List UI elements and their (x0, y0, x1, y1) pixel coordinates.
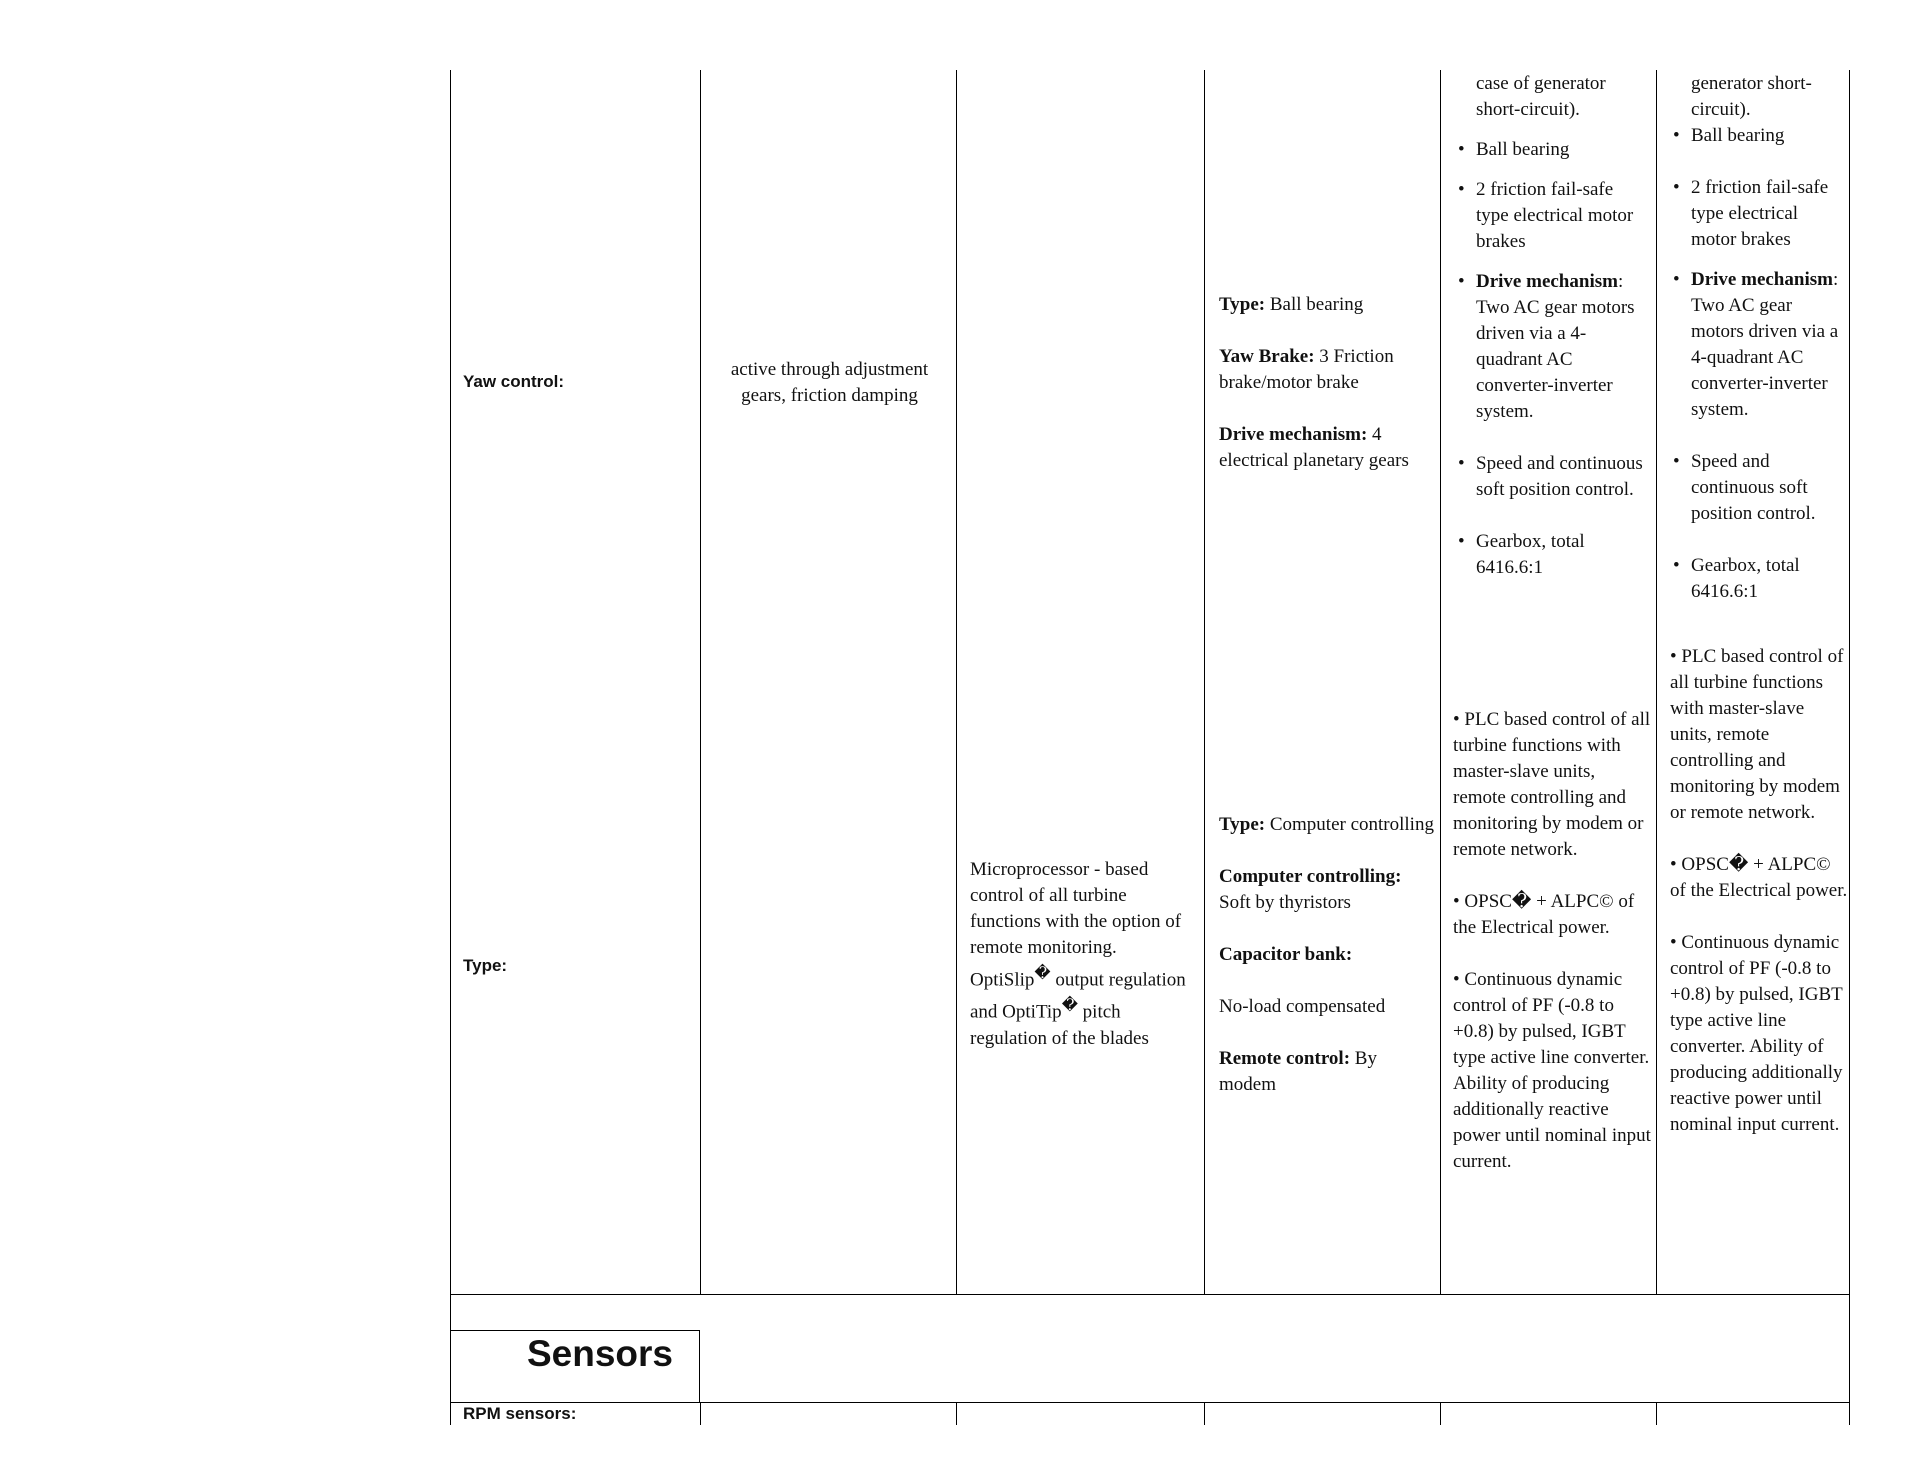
type-col3-mark-1: � (1034, 965, 1051, 982)
yaw-col5-bullet-gearbox: • Gearbox, total 6416.6:1 (1456, 529, 1646, 581)
yaw-type-value: Ball bearing (1269, 294, 1364, 315)
column-divider-1 (700, 70, 701, 1295)
yaw-col6-bullet-drive (1671, 267, 1847, 423)
column-divider-4 (1440, 70, 1441, 1295)
column-divider-2 (956, 70, 957, 1295)
column-stub-3 (1204, 1402, 1205, 1425)
yaw-col6-bullet-brakes: • 2 friction fail-safe type electrical motor brakes (1671, 175, 1847, 253)
type-col5-cell (1453, 707, 1651, 1175)
column-stub-5 (1656, 1402, 1657, 1425)
yaw-col5-bullet-brakes: • 2 friction fail-safe type electrical motor brakes (1456, 177, 1646, 255)
type-col6-para-plc: • PLC based control of all turbine functions with master-slave units, remote controlling and monitoring by modem or remote network. (1670, 646, 1844, 823)
yaw-col6-cell (1671, 71, 1847, 605)
type-col3-text-1: Microprocessor - based control of all turbine functions with the option of remote monitoring. OptiSlip (970, 859, 1182, 991)
yaw-col2-cell (712, 357, 947, 409)
yaw-drive-value: 4 electrical planetary gears (1219, 424, 1409, 471)
yaw-col4-cell (1219, 292, 1437, 474)
table-border-left (450, 70, 451, 1425)
yaw-col5-drive-label: Drive mechanism (1476, 271, 1618, 292)
type-type-label: Type: (1219, 814, 1266, 835)
yaw-drive-label: Drive mechanism: (1219, 424, 1368, 445)
yaw-col6-drive-label: Drive mechanism (1691, 269, 1833, 290)
type-noload-text: No-load compensated (1219, 996, 1386, 1017)
type-cc-value: Soft by thyristors (1219, 892, 1351, 913)
type-type-value: Computer controlling (1269, 814, 1434, 835)
yaw-col6-bullet-speed: • Speed and continuous soft position control. (1671, 449, 1847, 527)
yaw-col5-bullet-drive (1456, 269, 1646, 425)
yaw-col5-top-text: case of generator short-circuit). (1476, 73, 1606, 120)
column-stub-2 (956, 1402, 957, 1425)
type-col3-mark-2: � (1061, 997, 1078, 1015)
yaw-col6-drive-value: : Two AC gear motors driven via a 4-quadrant AC converter-inverter system. (1691, 269, 1839, 420)
yaw-col6-top-text: generator short-circuit). (1691, 73, 1812, 120)
type-col3-cell (970, 857, 1192, 1052)
type-col3-text-3: pitch regulation of the blades (970, 1001, 1149, 1049)
type-col6-para-opsc: • OPSC� + ALPC© of the Electrical power. (1670, 854, 1848, 901)
type-col5-para-opsc: • OPSC� + ALPC© of the Electrical power. (1453, 891, 1635, 938)
type-col5-para-plc: • PLC based control of all turbine functions with master-slave units, remote controlling and monitoring by modem or remote network. (1453, 709, 1651, 860)
yaw-col5-bullet-speed: • Speed and continuous soft position control. (1456, 451, 1646, 503)
type-cc-label: Computer controlling: (1219, 866, 1402, 887)
yaw-col5-cell (1456, 71, 1646, 581)
type-col4-cell (1219, 812, 1437, 1098)
column-divider-3 (1204, 70, 1205, 1295)
yaw-col5-drive-value: : Two AC gear motors driven via a 4-quadrant AC converter-inverter system. (1476, 271, 1635, 422)
sensors-section-box (450, 1330, 700, 1402)
type-capacitor-label: Capacitor bank: (1219, 944, 1353, 965)
row-label-yaw-control: Yaw control: (463, 372, 565, 391)
column-divider-5 (1656, 70, 1657, 1295)
type-col3-text-2: output regulation and OptiTip (970, 969, 1186, 1023)
sensors-section-title: Sensors (526, 1333, 673, 1374)
type-col6-cell (1670, 644, 1848, 1138)
type-remote-value: By modem (1219, 1048, 1377, 1095)
column-stub-4 (1440, 1402, 1441, 1425)
yaw-col6-bullet-gearbox: • Gearbox, total 6416.6:1 (1671, 553, 1847, 605)
type-remote-label: Remote control: (1219, 1048, 1351, 1069)
yaw-col2-text: active through adjustment gears, friction damping (730, 359, 929, 406)
type-col5-para-pf: • Continuous dynamic control of PF (-0.8 to +0.8) by pulsed, IGBT type active line converter. Ability of producing additionally reactive power until nominal input current. (1453, 969, 1651, 1172)
yaw-col6-bullet-ball-bearing: • Ball bearing (1671, 123, 1847, 149)
type-col6-para-pf: • Continuous dynamic control of PF (-0.8 to +0.8) by pulsed, IGBT type active line converter. Ability of producing additionally reactive power until nominal input current. (1670, 932, 1843, 1135)
row-divider-sensors-top (450, 1294, 1850, 1295)
column-stub-1 (700, 1402, 701, 1425)
yaw-brake-value: 3 Friction brake/motor brake (1219, 346, 1394, 393)
yaw-type-label: Type: (1219, 294, 1266, 315)
row-label-rpm-sensors: RPM sensors: (463, 1404, 577, 1423)
table-border-right (1849, 70, 1850, 1425)
row-divider-sensors-bottom (450, 1402, 1850, 1403)
yaw-brake-label: Yaw Brake: (1219, 346, 1315, 367)
yaw-col5-bullet-ball-bearing: • Ball bearing (1456, 137, 1646, 163)
row-label-type: Type: (463, 956, 508, 975)
